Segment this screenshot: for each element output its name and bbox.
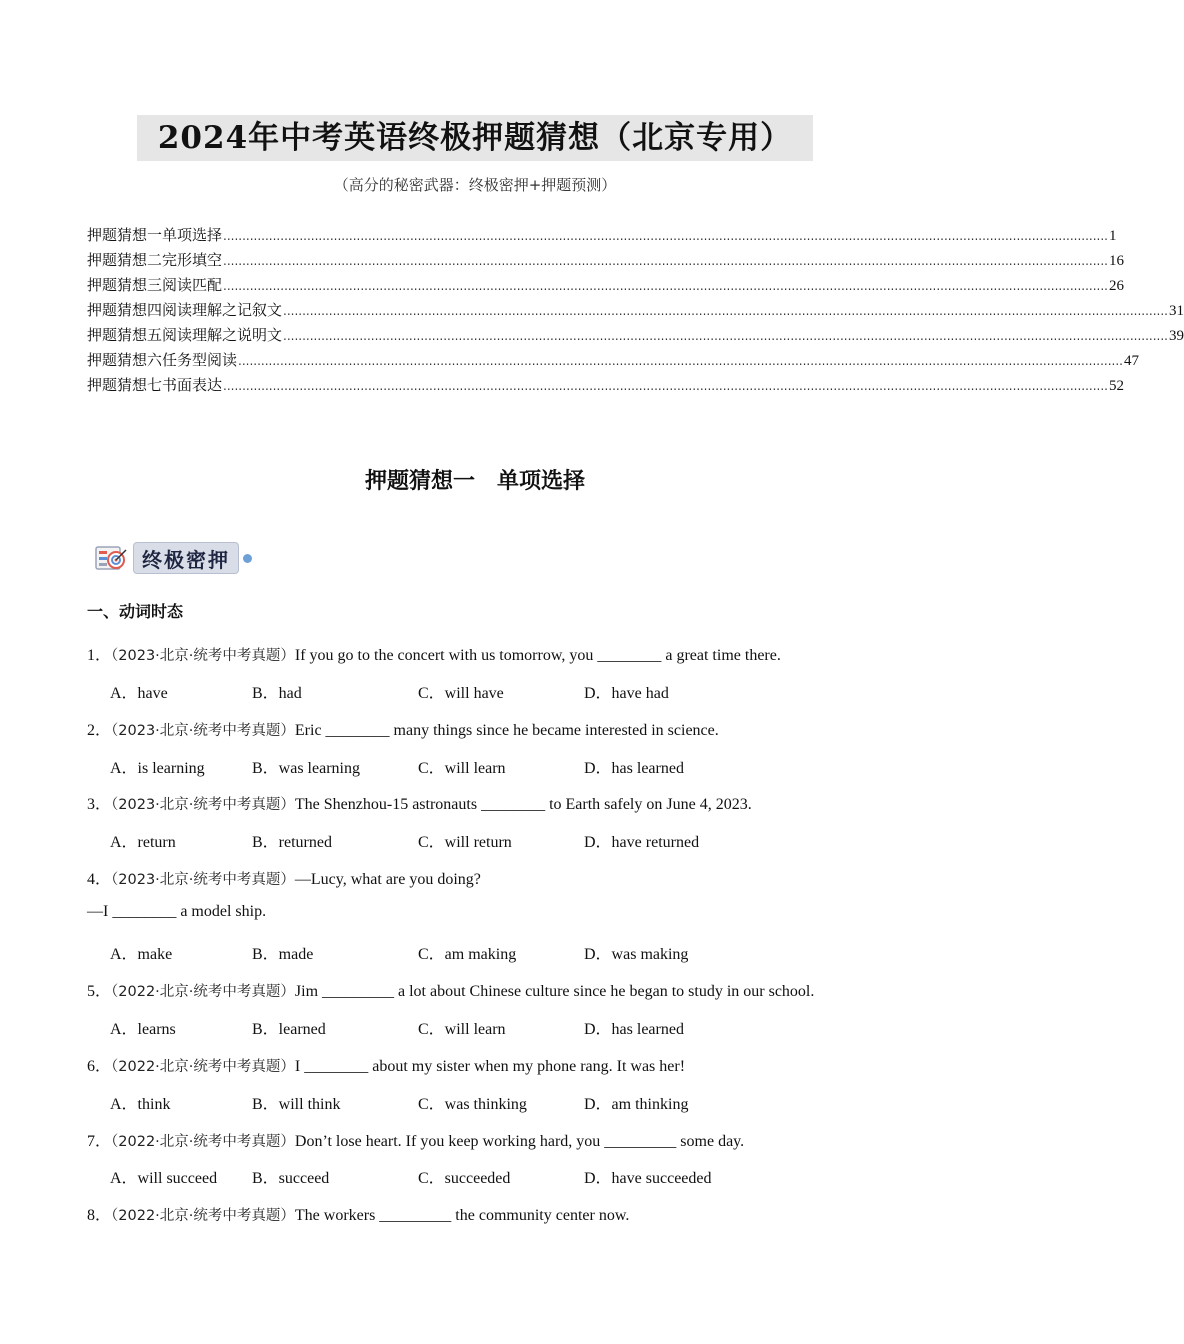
target-icon xyxy=(95,541,129,575)
toc-leader-dots: ........................................................................................................................................................................................................................................ xyxy=(223,379,1108,393)
question-6-options xyxy=(110,1091,784,1114)
option-c[interactable]: C．am making xyxy=(418,946,517,963)
toc-leader-dots: ........................................................................................................................................................................................................................................ xyxy=(223,279,1108,293)
toc-entry-label: 押题猜想六 xyxy=(87,351,163,369)
option-a[interactable]: A．is learning xyxy=(110,760,205,777)
option-a[interactable]: A．have xyxy=(110,685,168,702)
banner-label: 终极密押 xyxy=(133,542,239,574)
toc-entry[interactable] xyxy=(87,249,1124,274)
toc-entry-name: 任务型阅读 xyxy=(162,351,238,369)
table-of-contents xyxy=(87,224,1184,399)
question-number: 2． xyxy=(87,722,112,739)
question-number: 4． xyxy=(87,871,112,888)
option-a[interactable]: A．will succeed xyxy=(110,1170,218,1187)
question-number: 3． xyxy=(87,796,112,813)
option-a[interactable]: A．learns xyxy=(110,1021,176,1038)
question-source: （2022·北京·统考中考真题） xyxy=(111,1208,295,1224)
toc-entry-label: 押题猜想一 xyxy=(87,226,163,244)
question-4-options xyxy=(110,941,784,964)
question-source: （2023·北京·统考中考真题） xyxy=(111,648,295,664)
option-c[interactable]: C．was thinking xyxy=(418,1096,527,1113)
option-b[interactable]: B．had xyxy=(252,685,302,702)
toc-entry[interactable] xyxy=(87,324,1184,349)
option-b[interactable]: B．will think xyxy=(252,1096,341,1113)
toc-entry-page: 39 xyxy=(1168,328,1184,344)
option-c[interactable]: C．will learn xyxy=(418,1021,506,1038)
option-a[interactable]: A．think xyxy=(110,1096,171,1113)
question-text: —Lucy, what are you doing? xyxy=(294,871,481,888)
toc-entry-page: 31 xyxy=(1168,303,1184,319)
question-7-options xyxy=(110,1165,784,1188)
toc-entry-name: 单项选择 xyxy=(162,226,223,244)
option-b[interactable]: B．was learning xyxy=(252,760,360,777)
toc-entry[interactable] xyxy=(87,224,1117,249)
toc-entry-label: 押题猜想七 xyxy=(87,376,163,394)
question-source: （2023·北京·统考中考真题） xyxy=(111,723,295,739)
question-3 xyxy=(87,791,752,814)
question-text: I ________ about my sister when my phone rang. It was her! xyxy=(294,1058,686,1075)
toc-entry-name: 阅读理解之说明文 xyxy=(162,326,283,344)
option-d[interactable]: D．am thinking xyxy=(584,1096,689,1113)
document-title: 2024年中考英语终极押题猜想（北京专用） xyxy=(157,120,793,156)
banner-dot xyxy=(243,554,252,563)
option-b[interactable]: B．returned xyxy=(252,834,332,851)
toc-leader-dots: ........................................................................................................................................................................................................................................ xyxy=(283,304,1168,318)
question-2 xyxy=(87,717,719,740)
question-text: Eric ________ many things since he became interested in science. xyxy=(294,722,719,739)
option-d[interactable]: D．has learned xyxy=(584,760,684,777)
question-number: 7． xyxy=(87,1133,112,1150)
toc-entry-page: 52 xyxy=(1108,378,1124,394)
toc-entry-name: 阅读理解之记叙文 xyxy=(162,301,283,319)
toc-entry-label: 押题猜想四 xyxy=(87,301,163,319)
question-1 xyxy=(87,642,781,665)
question-text: The Shenzhou-15 astronauts ________ to Earth safely on June 4, 2023. xyxy=(294,796,752,813)
option-a[interactable]: A．make xyxy=(110,946,173,963)
option-c[interactable]: C．will return xyxy=(418,834,512,851)
toc-entry-name: 完形填空 xyxy=(162,251,223,269)
toc-entry-page: 47 xyxy=(1123,353,1139,369)
option-b[interactable]: B．learned xyxy=(252,1021,326,1038)
section-banner xyxy=(95,538,252,578)
question-6 xyxy=(87,1053,685,1076)
option-c[interactable]: C．succeeded xyxy=(418,1170,511,1187)
question-2-options xyxy=(110,755,784,778)
question-3-options xyxy=(110,829,784,852)
option-d[interactable]: D．has learned xyxy=(584,1021,684,1038)
toc-leader-dots: ........................................................................................................................................................................................................................................ xyxy=(238,354,1123,368)
toc-entry[interactable] xyxy=(87,299,1184,324)
question-text: The workers _________ the community center now. xyxy=(294,1207,630,1224)
question-number: 6． xyxy=(87,1058,112,1075)
subsection-heading: 一、动词时态 xyxy=(87,602,184,621)
option-b[interactable]: B．succeed xyxy=(252,1170,330,1187)
question-1-options xyxy=(110,680,784,703)
option-d[interactable]: D．have had xyxy=(584,685,669,702)
option-d[interactable]: D．have succeeded xyxy=(584,1170,712,1187)
question-source: （2022·北京·统考中考真题） xyxy=(111,984,295,1000)
toc-entry[interactable] xyxy=(87,349,1139,374)
toc-leader-dots: ........................................................................................................................................................................................................................................ xyxy=(283,329,1168,343)
question-source: （2022·北京·统考中考真题） xyxy=(111,1134,295,1150)
option-c[interactable]: C．will have xyxy=(418,685,504,702)
question-text: Jim _________ a lot about Chinese culture since he began to study in our school. xyxy=(294,983,815,1000)
toc-entry-name: 书面表达 xyxy=(162,376,223,394)
document-subtitle: （高分的秘密武器：终极密押+押题预测） xyxy=(333,176,617,194)
toc-entry[interactable] xyxy=(87,374,1124,399)
question-5-options xyxy=(110,1016,784,1039)
question-4 xyxy=(87,866,481,889)
question-7 xyxy=(87,1128,744,1151)
question-text: If you go to the concert with us tomorrow, you ________ a great time there. xyxy=(294,647,781,664)
toc-leader-dots: ........................................................................................................................................................................................................................................ xyxy=(223,254,1108,268)
toc-entry-label: 押题猜想三 xyxy=(87,276,163,294)
option-d[interactable]: D．was making xyxy=(584,946,689,963)
option-a[interactable]: A．return xyxy=(110,834,176,851)
toc-entry-page: 16 xyxy=(1108,253,1124,269)
toc-entry-page: 26 xyxy=(1108,278,1124,294)
section-title: 押题猜想一 单项选择 xyxy=(364,469,585,494)
option-b[interactable]: B．made xyxy=(252,946,314,963)
option-d[interactable]: D．have returned xyxy=(584,834,700,851)
question-number: 5． xyxy=(87,983,112,1000)
toc-leader-dots: ........................................................................................................................................................................................................................................ xyxy=(223,229,1108,243)
question-8 xyxy=(87,1202,629,1225)
toc-entry-name: 阅读匹配 xyxy=(162,276,223,294)
question-5 xyxy=(87,978,814,1001)
question-source: （2023·北京·统考中考真题） xyxy=(111,797,295,813)
question-text: Don’t lose heart. If you keep working hard, you _________ some day. xyxy=(294,1133,745,1150)
question-number: 1． xyxy=(87,647,112,664)
toc-entry-page: 1 xyxy=(1108,228,1117,244)
option-c[interactable]: C．will learn xyxy=(418,760,506,777)
question-4-reply: —I ________ a model ship. xyxy=(87,903,267,920)
toc-entry-label: 押题猜想二 xyxy=(87,251,163,269)
toc-entry[interactable] xyxy=(87,274,1124,299)
question-number: 8． xyxy=(87,1207,112,1224)
toc-entry-label: 押题猜想五 xyxy=(87,326,163,344)
question-source: （2022·北京·统考中考真题） xyxy=(111,1059,295,1075)
question-source: （2023·北京·统考中考真题） xyxy=(111,872,295,888)
